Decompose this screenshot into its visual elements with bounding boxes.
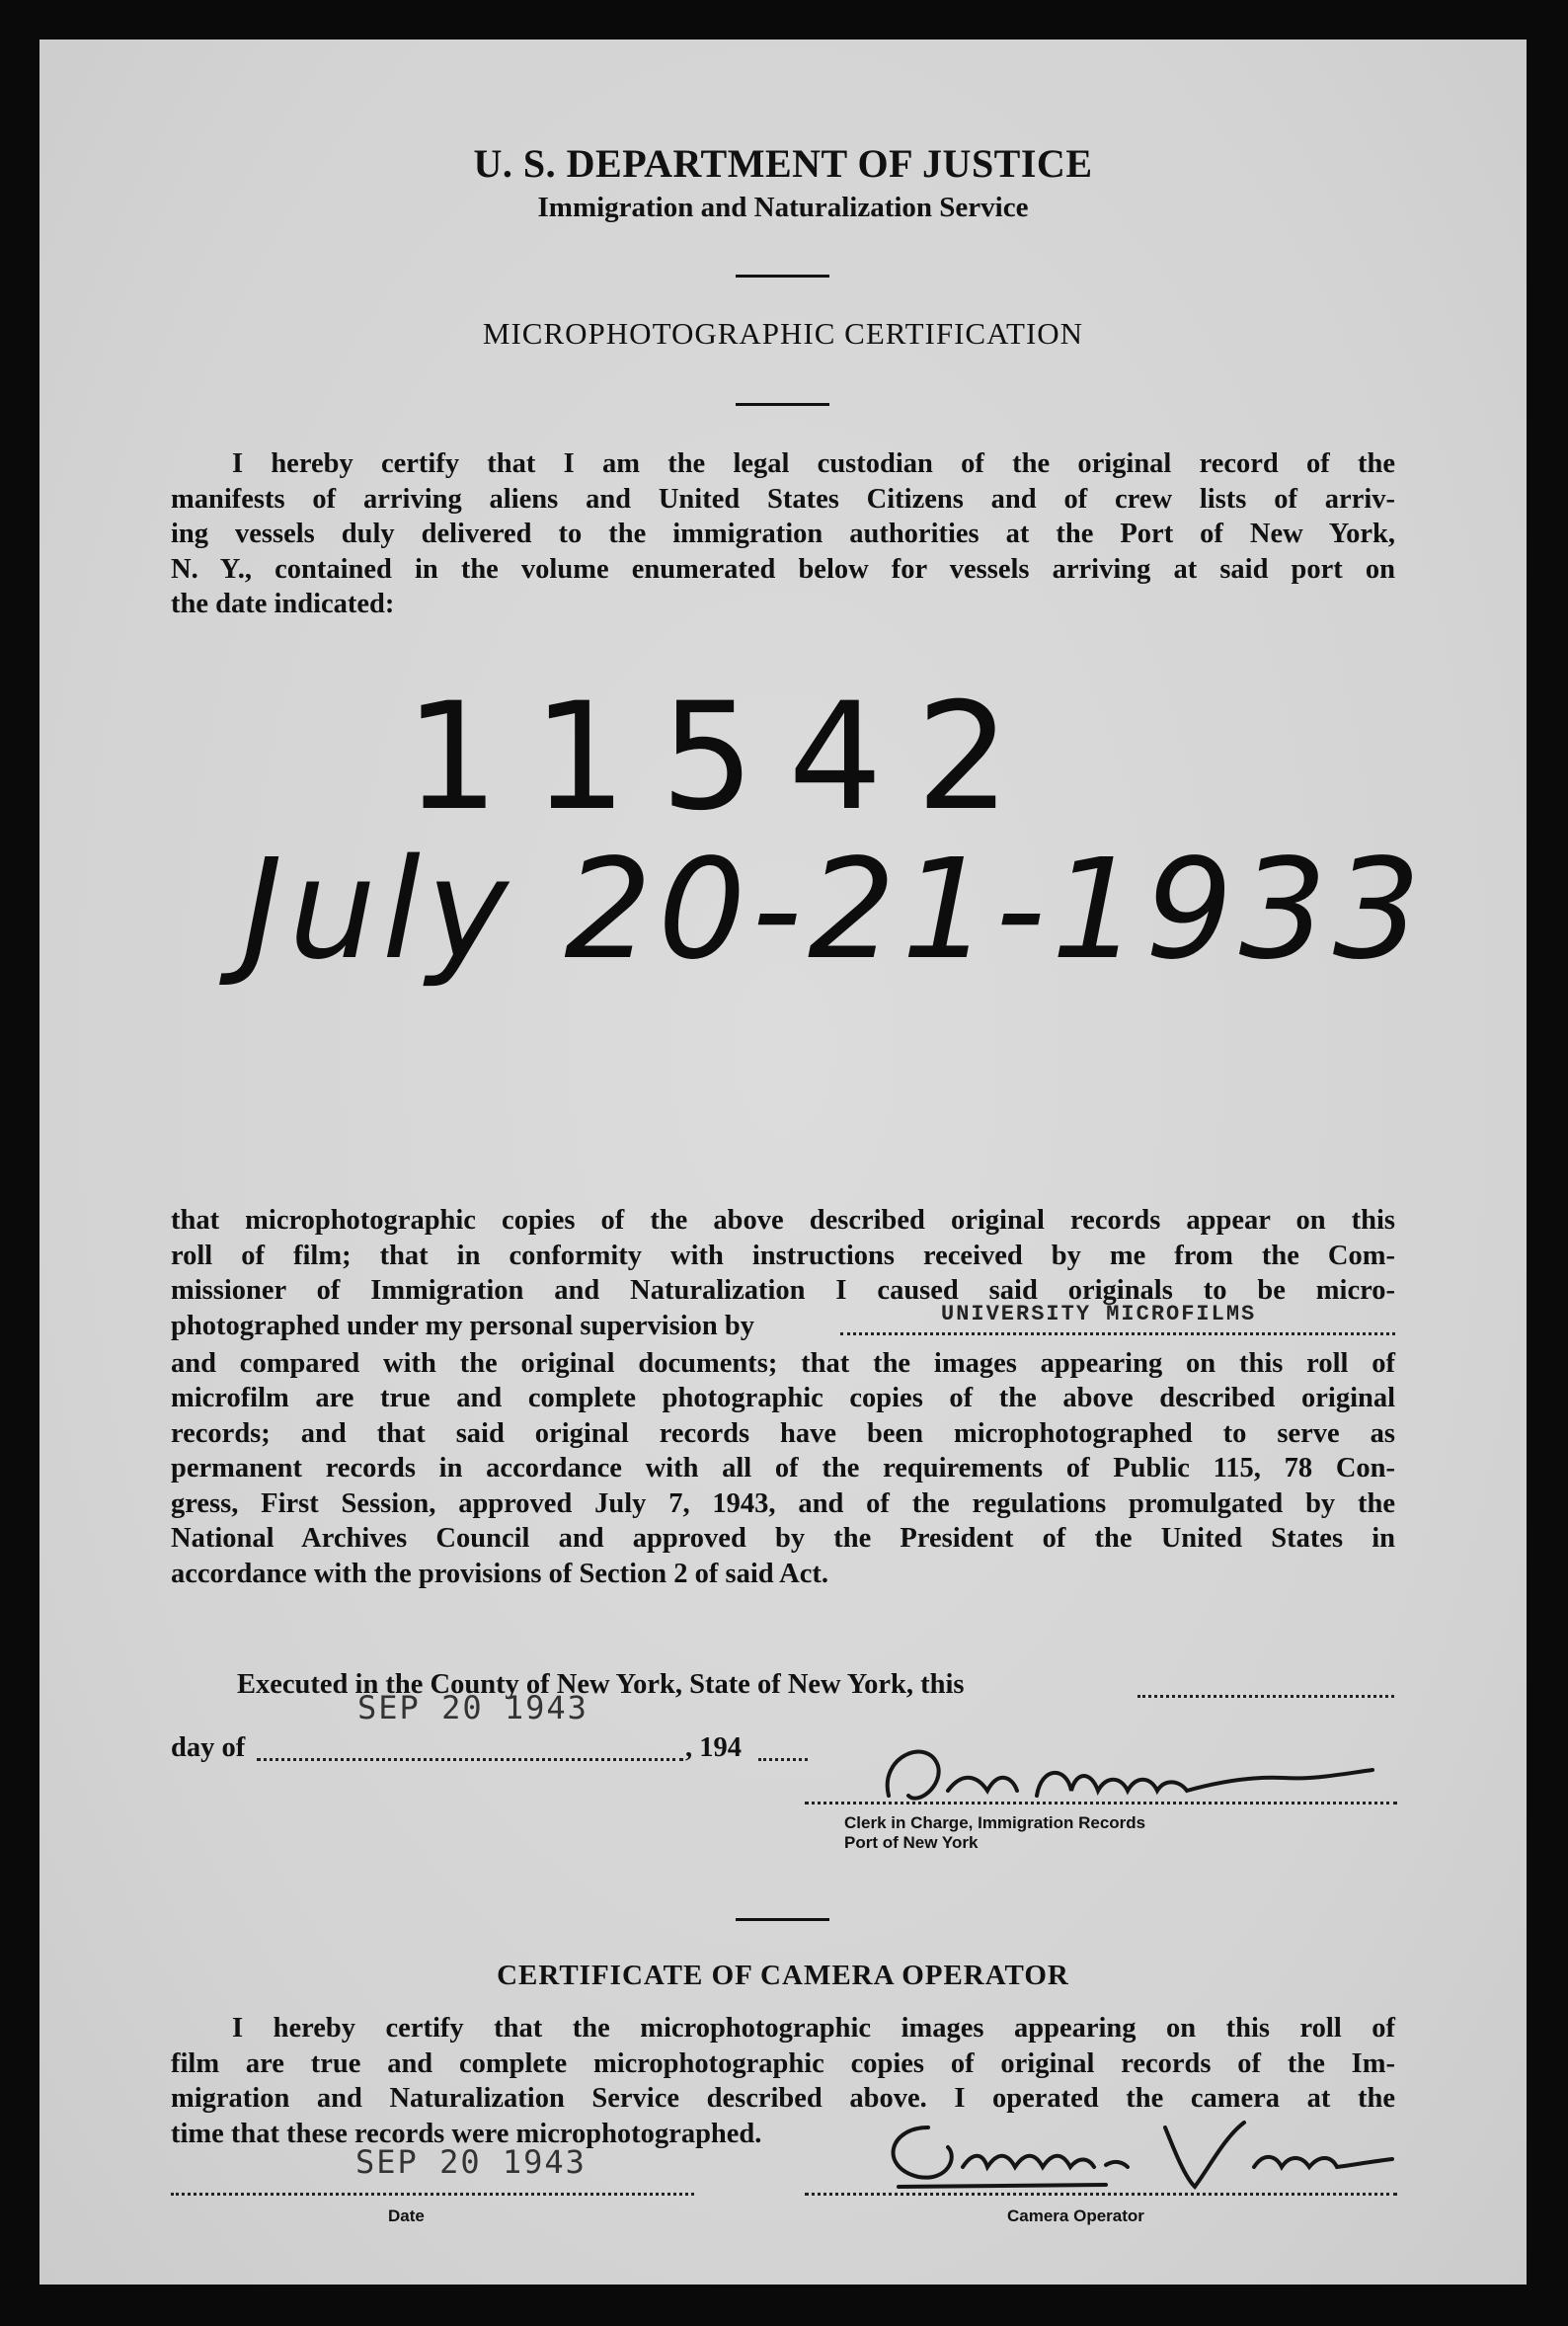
body-line: gress, First Session, approved July 7, 1943, and of the regulations promulgated by the bbox=[171, 1487, 1395, 1519]
service-subheading: Immigration and Naturalization Service bbox=[537, 192, 1029, 223]
clerk-title: Clerk in Charge, Immigration Records bbox=[844, 1813, 1146, 1832]
intro-paragraph bbox=[171, 446, 1395, 622]
body-line: accordance with the provisions of Section 2 of said Act. bbox=[171, 1558, 829, 1589]
camera-operator-label: Camera Operator bbox=[1007, 2206, 1144, 2225]
body-line: National Archives Council and approved by the President of the United States in bbox=[171, 1523, 1395, 1554]
body-line: that microphotographic copies of the above described original records appear on this bbox=[171, 1205, 1395, 1236]
handwritten-dates: July 20-21-1933 bbox=[242, 830, 1427, 991]
camera-line: film are true and complete microphotographic copies of original records of the Im- bbox=[171, 2047, 1395, 2079]
body-line-with-blank bbox=[171, 1301, 1395, 1346]
year-label: , 194 bbox=[685, 1732, 742, 1763]
handwritten-volume-number: 11542 bbox=[405, 672, 1045, 843]
camera-date-stamp: SEP 20 1943 bbox=[355, 2143, 587, 2181]
clerk-office: Port of New York bbox=[844, 1833, 979, 1852]
camera-operator-signature-scribble bbox=[869, 2108, 1402, 2206]
company-blank-line bbox=[840, 1332, 1395, 1335]
day-of-label: day of bbox=[171, 1732, 246, 1763]
camera-operator-line bbox=[805, 2193, 1397, 2196]
typed-company-name: UNIVERSITY MICROFILMS bbox=[941, 1301, 1257, 1326]
intro-line: I hereby certify that I am the legal custodian of the original record of the bbox=[232, 448, 1395, 479]
certificate-sheet bbox=[39, 40, 1527, 2285]
camera-date-line bbox=[171, 2193, 694, 2196]
department-heading: U. S. DEPARTMENT OF JUSTICE bbox=[473, 141, 1093, 186]
executed-line bbox=[237, 1669, 964, 1701]
camera-date-label: Date bbox=[388, 2206, 425, 2225]
intro-line: manifests of arriving aliens and United States Citizens and of crew lists of arriv- bbox=[171, 483, 1395, 515]
camera-line: I hereby certify that the microphotographic images appearing on this roll of bbox=[232, 2013, 1395, 2044]
camera-certificate-title: CERTIFICATE OF CAMERA OPERATOR bbox=[497, 1960, 1069, 1991]
clerk-signature-line bbox=[805, 1802, 1397, 1805]
month-blank-line bbox=[257, 1758, 683, 1761]
year-blank-line bbox=[758, 1758, 808, 1761]
body-line: missioner of Immigration and Naturalization I caused said originals to be micro- bbox=[171, 1275, 1395, 1306]
body-paragraph bbox=[171, 1203, 1395, 1591]
body-line: permanent records in accordance with all of the requirements of Public 115, 78 Con- bbox=[171, 1453, 1395, 1484]
divider bbox=[736, 403, 829, 406]
body-line: microfilm are true and complete photographic copies of the above described original bbox=[171, 1383, 1395, 1413]
body-line: records; and that said original records have been microphotographed to serve as bbox=[171, 1417, 1395, 1449]
intro-line: N. Y., contained in the volume enumerated below for vessels arriving at said port on bbox=[171, 553, 1395, 585]
divider bbox=[736, 275, 829, 278]
camera-line: migration and Naturalization Service described above. I operated the camera at the bbox=[171, 2083, 1395, 2114]
day-blank-line bbox=[1137, 1695, 1394, 1698]
divider bbox=[736, 1918, 829, 1921]
date-stamp: SEP 20 1943 bbox=[357, 1689, 588, 1726]
executed-text: Executed in the County of New York, State of New York, this bbox=[237, 1669, 965, 1700]
intro-line: ing vessels duly delivered to the immigration authorities at the Port of New York, bbox=[171, 519, 1395, 549]
body-line: and compared with the original documents; that the images appearing on this roll of bbox=[171, 1347, 1395, 1379]
body-line: roll of film; that in conformity with instructions received by me from the Com- bbox=[171, 1240, 1395, 1271]
intro-line: the date indicated: bbox=[171, 589, 395, 619]
camera-line: time that these records were microphotographed. bbox=[171, 2118, 762, 2149]
certification-title: MICROPHOTOGRAPHIC CERTIFICATION bbox=[482, 316, 1084, 351]
camera-operator-signature bbox=[869, 2108, 1402, 2211]
supervision-label: photographed under my personal supervision by bbox=[171, 1310, 754, 1341]
